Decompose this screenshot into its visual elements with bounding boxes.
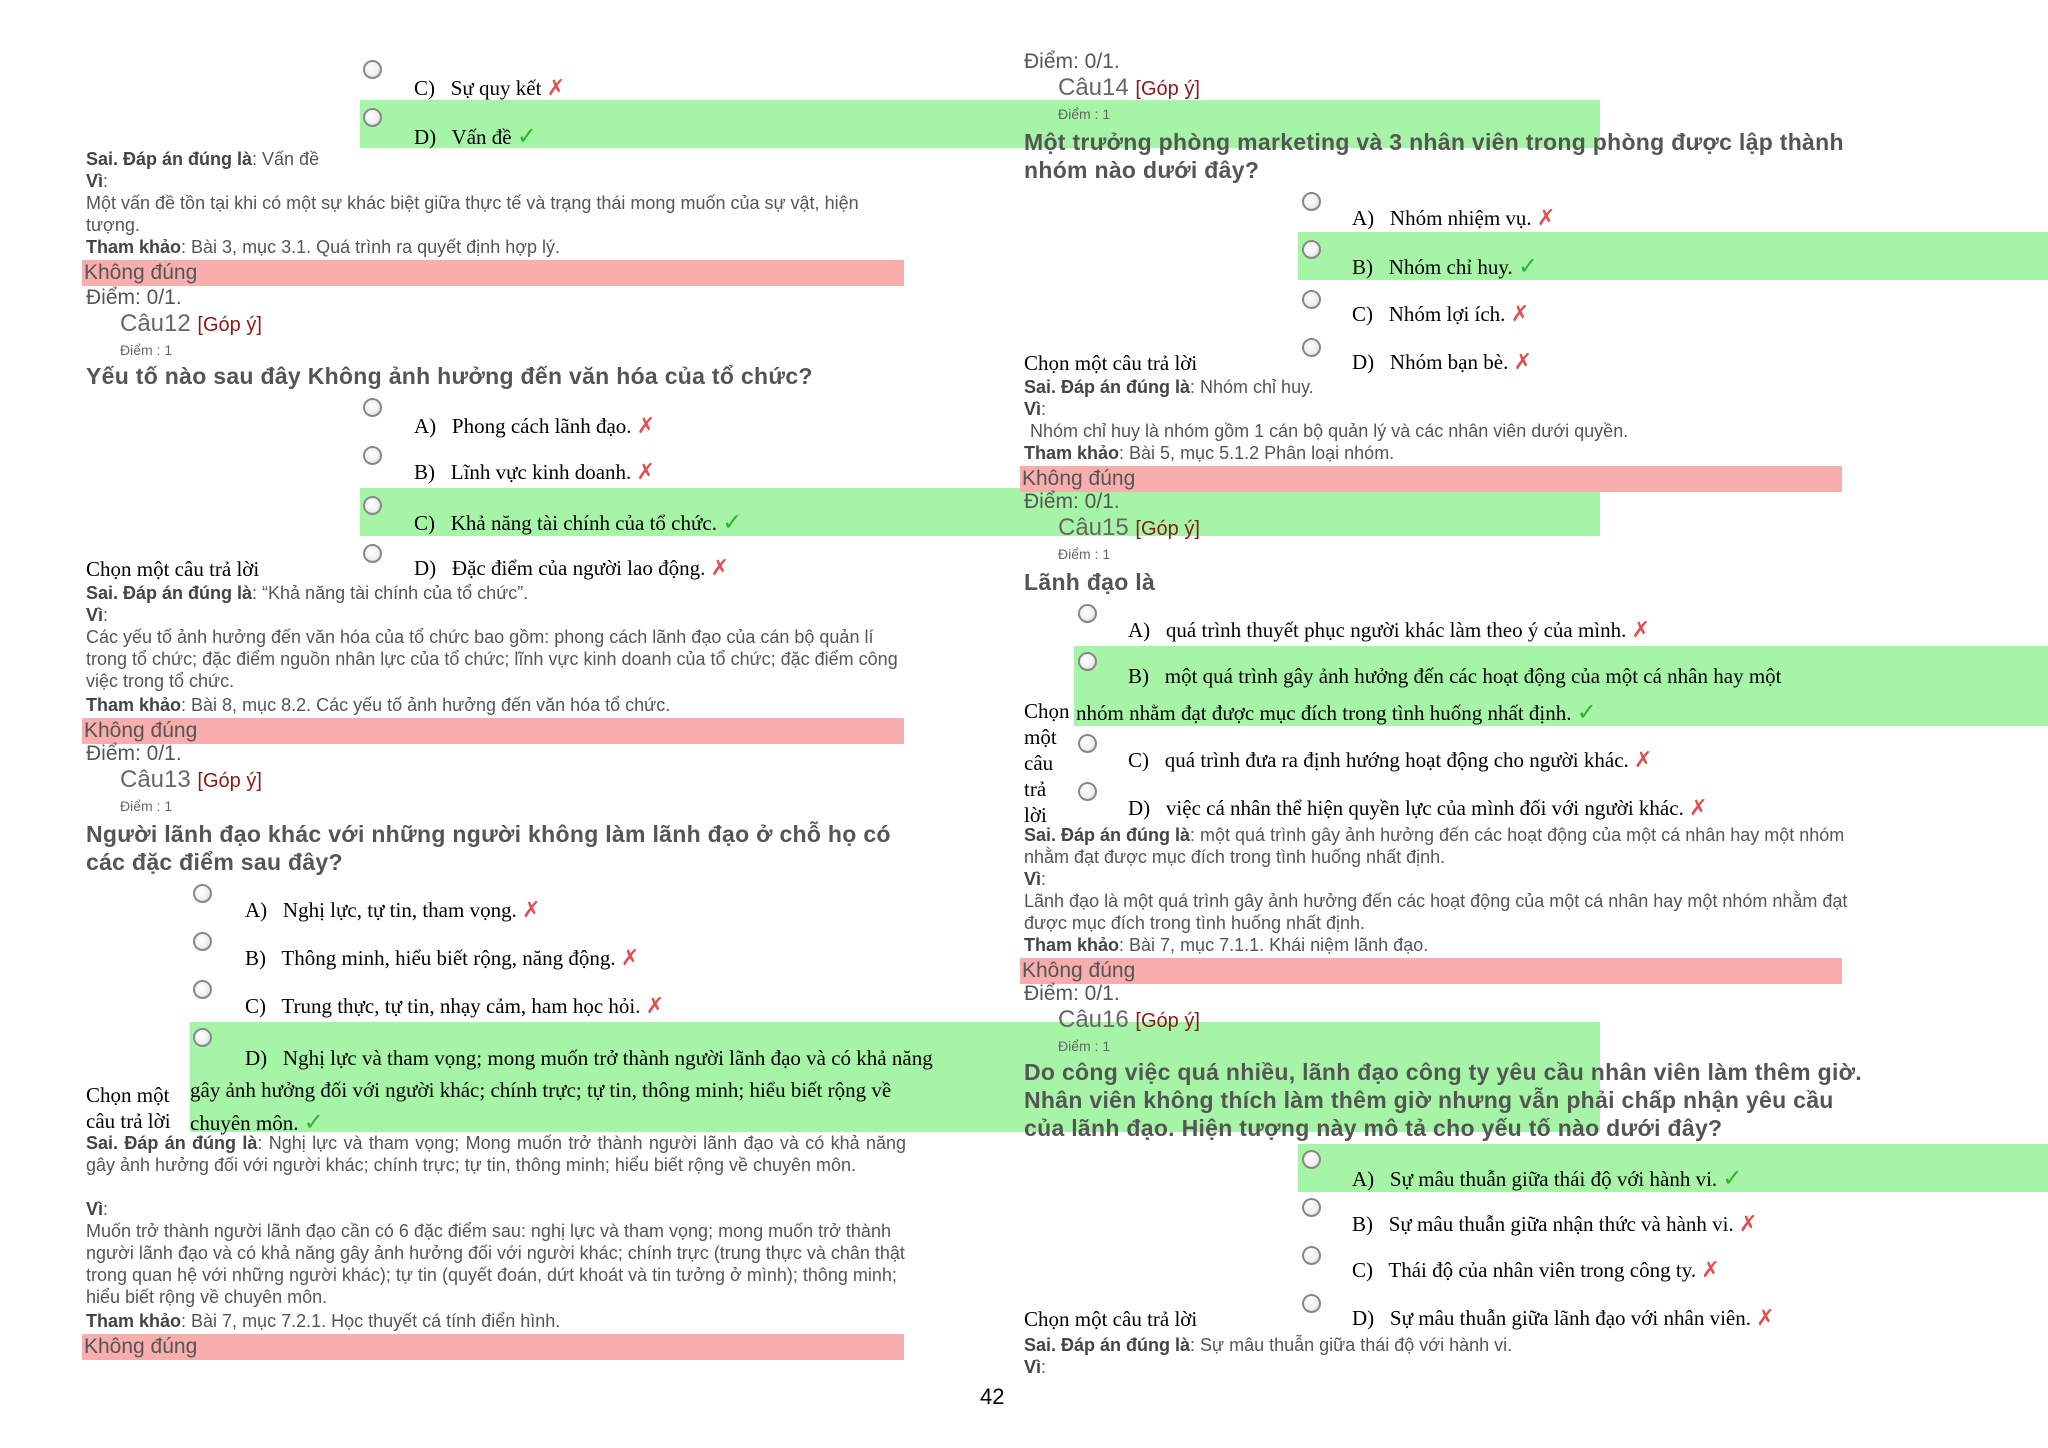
q14-score: Điểm: 0/1. — [1024, 50, 1120, 73]
option-q16-b[interactable]: B) Sự mâu thuẫn giữa nhận thức và hành vi. ✗ — [1352, 1212, 1758, 1237]
option-q11-c[interactable]: C) Sự quy kết ✗ — [414, 76, 566, 101]
option-q13-c[interactable]: C) Trung thực, tự tin, nhạy cảm, ham học hỏi. ✗ — [245, 994, 665, 1019]
option-q14-a[interactable]: A) Nhóm nhiệm vụ. ✗ — [1352, 206, 1556, 231]
q12-vi-text: Các yếu tố ảnh hưởng đến văn hóa của tổ chức bao gồm: phong cách lãnh đạo của cán bộ quản lí trong tổ chức; đặc điểm nguồn nhân lực của tổ chức; lĩnh vực kinh doanh của tổ chức; đặc điểm công việc trong tổ chức. — [86, 627, 898, 691]
wrong-mark-icon: ✗ — [710, 556, 730, 581]
q12-answer: Sai. Đáp án đúng là: “Khả năng tài chính của tổ chức”. — [86, 583, 529, 603]
wrong-mark-icon: ✗ — [1631, 618, 1651, 643]
wrong-mark-icon: ✗ — [546, 76, 566, 101]
q15-choose-label: Chọn một câu trả lời — [1024, 699, 1070, 827]
radio-q15-d[interactable] — [1078, 782, 1097, 801]
q12-feedback-link[interactable]: [Góp ý] — [197, 314, 262, 336]
q13-question: Người lãnh đạo khác với những người không làm lãnh đạo ở chỗ họ có các đặc điểm sau đây? — [86, 821, 891, 875]
correct-mark-icon: ✓ — [1518, 252, 1539, 280]
q13-score: Điểm: 0/1. — [86, 742, 182, 765]
q15-header: Câu15 [Góp ý] — [1058, 514, 1200, 541]
q12-reference: Tham khảo: Bài 8, mục 8.2. Các yếu tố ảnh hưởng đến văn hóa tổ chức. — [86, 695, 671, 715]
q11-status: Không đúng — [84, 261, 198, 284]
radio-q12-b[interactable] — [363, 446, 382, 465]
q13-choose-label: Chọn một câu trả lời — [86, 1083, 171, 1133]
q14-vi-text: Nhóm chỉ huy là nhóm gồm 1 cán bộ quản lý và các nhân viên dưới quyền. — [1030, 421, 1629, 441]
radio-q14-a[interactable] — [1302, 192, 1321, 211]
option-q13-a[interactable]: A) Nghị lực, tự tin, tham vọng. ✗ — [245, 898, 541, 923]
q14-header: Câu14 [Góp ý] — [1058, 74, 1200, 101]
q12-points: Điểm : 1 — [120, 342, 173, 358]
option-q12-a[interactable]: A) Phong cách lãnh đạo. ✗ — [414, 414, 656, 439]
wrong-mark-icon: ✗ — [1510, 302, 1530, 327]
option-q15-c[interactable]: C) quá trình đưa ra định hướng hoạt động cho người khác. ✗ — [1128, 748, 1653, 773]
q13-vi-text: Muốn trở thành người lãnh đạo cần có 6 đặc điểm sau: nghị lực và tham vọng; mong muốn trở thành người lãnh đạo và có khả năng gây ảnh hưởng đối với người khác; chính trực (trung thực và chân thật trong quan hệ với những người khác); tự tin (quyết đoán, dứt khoát và tin tưởng ở mình); thông minh; hiểu biết rộng về chuyên môn. — [86, 1221, 905, 1307]
radio-q15-c[interactable] — [1078, 734, 1097, 753]
option-q13-d[interactable]: D) Nghị lực và tham vọng; mong muốn trở thành người lãnh đạo và có khả năng gây ảnh hưởng đối với người khác; chính trực; tự tin, thông minh; hiểu biết rộng về chuyên môn. ✓ — [190, 1046, 933, 1136]
q16-choose-label: Chọn một câu trả lời — [1024, 1307, 1198, 1331]
q12-score: Điểm: 0/1. — [86, 286, 182, 309]
wrong-mark-icon: ✗ — [1536, 206, 1556, 231]
wrong-mark-icon: ✗ — [1634, 748, 1653, 773]
q11-vi-text: Một vấn đề tồn tại khi có một sự khác biệt giữa thực tế và trạng thái mong muốn của sự vật, hiện tượng. — [86, 193, 859, 235]
q16-question: Do công việc quá nhiều, lãnh đạo công ty yêu cầu nhân viên làm thêm giờ. Nhân viên không thích làm thêm giờ nhưng vẫn phải chấp nhận yêu cầu của lãnh đạo. Hiện tượng này mô tả cho yếu tố nào dưới đây? — [1024, 1059, 1862, 1141]
q15-reference: Tham khảo: Bài 7, mục 7.1.1. Khái niệm lãnh đạo. — [1024, 935, 1429, 955]
q16-answer: Sai. Đáp án đúng là: Sự mâu thuẫn giữa thái độ với hành vi. — [1024, 1335, 1513, 1355]
radio-q13-c[interactable] — [193, 980, 212, 999]
q16-header: Câu16 [Góp ý] — [1058, 1006, 1200, 1033]
wrong-mark-icon: ✗ — [636, 414, 656, 439]
wrong-mark-icon: ✗ — [1756, 1306, 1775, 1331]
q16-feedback-link[interactable]: [Góp ý] — [1135, 1010, 1200, 1032]
radio-q15-a[interactable] — [1078, 604, 1097, 623]
radio-q16-d[interactable] — [1302, 1294, 1321, 1313]
q12-header: Câu12 [Góp ý] — [120, 310, 262, 337]
radio-q16-a[interactable] — [1302, 1150, 1321, 1169]
radio-q15-b[interactable] — [1078, 652, 1097, 671]
radio-q11-d[interactable] — [363, 108, 382, 127]
q13-vi-label: Vì: — [86, 1199, 109, 1219]
q14-reference: Tham khảo: Bài 5, mục 5.1.2 Phân loại nhóm. — [1024, 443, 1395, 463]
wrong-mark-icon: ✗ — [1739, 1212, 1758, 1237]
wrong-mark-icon: ✗ — [636, 460, 655, 485]
radio-q14-d[interactable] — [1302, 338, 1321, 357]
option-q14-d[interactable]: D) Nhóm bạn bè. ✗ — [1352, 350, 1533, 375]
q13-feedback-link[interactable]: [Góp ý] — [197, 770, 262, 792]
wrong-mark-icon: ✗ — [620, 946, 640, 971]
wrong-mark-icon: ✗ — [1701, 1258, 1720, 1283]
option-q15-d[interactable]: D) việc cá nhân thể hiện quyền lực của mình đối với người khác. ✗ — [1128, 796, 1708, 821]
wrong-mark-icon: ✗ — [1689, 796, 1708, 821]
q14-points: Điểm : 1 — [1058, 106, 1111, 122]
q14-status-bar — [1020, 466, 1842, 492]
q12-question: Yếu tố nào sau đây Không ảnh hưởng đến văn hóa của tổ chức? — [86, 363, 813, 389]
option-q12-d[interactable]: D) Đặc điểm của người lao động. ✗ — [414, 556, 730, 581]
q13-answer: Sai. Đáp án đúng là: Nghị lực và tham vọng; Mong muốn trở thành người lãnh đạo và có khả năng gây ảnh hưởng đối với người khác; chính trực; tự tin, thông minh; hiểu biết rộng về chuyên môn. — [86, 1133, 906, 1175]
q12-vi-label: Vì: — [86, 605, 109, 625]
q15-status-bar — [1020, 958, 1842, 984]
q11-vi-label: Vì: — [86, 171, 109, 191]
radio-q16-c[interactable] — [1302, 1246, 1321, 1265]
wrong-mark-icon: ✗ — [645, 994, 665, 1019]
wrong-mark-icon: ✗ — [1513, 350, 1533, 375]
radio-q12-a[interactable] — [363, 398, 382, 417]
q13-status-bar — [82, 1334, 904, 1360]
q13-status: Không đúng — [84, 1335, 198, 1358]
radio-q14-c[interactable] — [1302, 290, 1321, 309]
correct-mark-icon: ✓ — [303, 1108, 324, 1136]
radio-q11-c[interactable] — [363, 60, 382, 79]
option-q12-b[interactable]: B) Lĩnh vực kinh doanh. ✗ — [414, 460, 655, 485]
option-q12-c[interactable]: C) Khả năng tài chính của tổ chức. ✓ — [414, 508, 743, 536]
radio-q12-c[interactable] — [363, 496, 382, 515]
option-q14-b[interactable]: B) Nhóm chỉ huy. ✓ — [1352, 252, 1539, 280]
q14-status: Không đúng — [1022, 467, 1136, 490]
q11-answer: Sai. Đáp án đúng là: Vấn đề — [86, 149, 320, 169]
q14-feedback-link[interactable]: [Góp ý] — [1135, 78, 1200, 100]
q15-vi-text: Lãnh đạo là một quá trình gây ảnh hưởng đến các hoạt động của một cá nhân hay một nhóm nhằm đạt được mục đích trong tình huống nhất định. — [1024, 891, 1848, 933]
option-q16-d[interactable]: D) Sự mâu thuẫn giữa lãnh đạo với nhân viên. ✗ — [1352, 1306, 1775, 1331]
option-q15-a[interactable]: A) quá trình thuyết phục người khác làm theo ý của mình. ✗ — [1128, 618, 1651, 643]
q13-points: Điểm : 1 — [120, 798, 173, 814]
q15-feedback-link[interactable]: [Góp ý] — [1135, 518, 1200, 540]
correct-mark-icon: ✓ — [516, 122, 537, 150]
wrong-mark-icon: ✗ — [522, 898, 541, 923]
option-q11-d[interactable]: D) Vấn đề ✓ — [414, 122, 537, 150]
q15-score: Điểm: 0/1. — [1024, 490, 1120, 513]
radio-q16-b[interactable] — [1302, 1198, 1321, 1217]
option-q16-c[interactable]: C) Thái độ của nhân viên trong công ty. ✗ — [1352, 1258, 1720, 1283]
correct-mark-icon: ✓ — [1576, 698, 1597, 726]
q16-score: Điểm: 0/1. — [1024, 982, 1120, 1005]
q15-vi-label: Vì: — [1024, 869, 1047, 889]
q13-reference: Tham khảo: Bài 7, mục 7.2.1. Học thuyết cá tính điển hình. — [86, 1311, 561, 1331]
radio-q13-a[interactable] — [193, 884, 212, 903]
q12-status: Không đúng — [84, 719, 198, 742]
q13-header: Câu13 [Góp ý] — [120, 766, 262, 793]
q15-answer: Sai. Đáp án đúng là: một quá trình gây ảnh hưởng đến các hoạt động của một cá nhân hay một nhóm nhằm đạt được mục đích trong tình huống nhất định. — [1024, 825, 1845, 867]
q15-question: Lãnh đạo là — [1024, 569, 1156, 595]
q15-points: Điểm : 1 — [1058, 546, 1111, 562]
q14-vi-label: Vì: — [1024, 399, 1047, 419]
q12-choose-label: Chọn một câu trả lời — [86, 557, 260, 581]
correct-mark-icon: ✓ — [1722, 1164, 1743, 1192]
q14-choose-label: Chọn một câu trả lời — [1024, 351, 1198, 375]
q11-status-bar — [82, 260, 904, 286]
correct-mark-icon: ✓ — [722, 508, 743, 536]
q12-status-bar — [82, 718, 904, 744]
q16-vi-label: Vì: — [1024, 1357, 1047, 1377]
radio-q14-b[interactable] — [1302, 240, 1321, 259]
radio-q12-d[interactable] — [363, 544, 382, 563]
q16-points: Điểm : 1 — [1058, 1038, 1111, 1054]
q11-reference: Tham khảo: Bài 3, mục 3.1. Quá trình ra quyết định hợp lý. — [86, 237, 561, 257]
option-q15-b[interactable]: B) một quá trình gây ảnh hưởng đến các hoạt động của một cá nhân hay một — [1128, 664, 1782, 688]
option-q13-b[interactable]: B) Thông minh, hiểu biết rộng, năng động. ✗ — [245, 946, 640, 971]
q14-question: Một trưởng phòng marketing và 3 nhân viên trong phòng được lập thành nhóm nào dưới đây? — [1024, 129, 1844, 183]
q14-answer: Sai. Đáp án đúng là: Nhóm chỉ huy. — [1024, 377, 1314, 397]
option-q14-c[interactable]: C) Nhóm lợi ích. ✗ — [1352, 302, 1530, 327]
q15-status: Không đúng — [1022, 959, 1136, 982]
option-q16-a[interactable]: A) Sự mâu thuẫn giữa thái độ với hành vi. ✓ — [1352, 1164, 1743, 1192]
option-q15-b-continued: nhóm nhằm đạt được mục đích trong tình huống nhất định. ✓ — [1076, 698, 1597, 726]
radio-q13-b[interactable] — [193, 932, 212, 951]
page-number: 42 — [980, 1384, 1005, 1409]
